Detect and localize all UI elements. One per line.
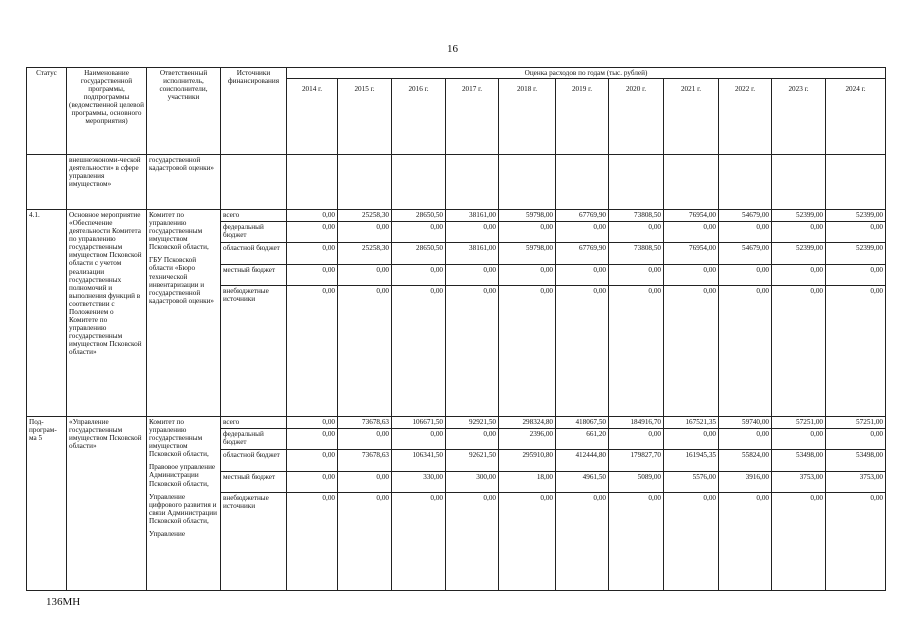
- value-cell: 28650,50: [392, 210, 446, 222]
- value-cell: 0,00: [499, 286, 556, 417]
- value-cell: 0,00: [392, 286, 446, 417]
- continuation-responsible: государственной кадастровой оценки»: [147, 155, 221, 210]
- value-cell: 412444,80: [556, 450, 609, 472]
- source-label: всего: [221, 210, 287, 222]
- value-cell: 52399,00: [772, 243, 826, 265]
- value-cell: 0,00: [392, 222, 446, 243]
- value-cell: 3916,00: [719, 472, 772, 493]
- value-cell: 25258,30: [338, 210, 392, 222]
- value-cell: 3753,00: [826, 472, 886, 493]
- header-status: Статус: [27, 68, 67, 155]
- value-cell: 295910,80: [499, 450, 556, 472]
- header-estimate: Оценка расходов по годам (тыс. рублей): [287, 68, 886, 79]
- value-cell: 92921,50: [446, 417, 499, 429]
- value-cell: 0,00: [392, 265, 446, 286]
- responsible-entry: ГБУ Псковской области «Бюро технической инвентаризации и государственной кадастровой оценки»: [149, 256, 215, 305]
- value-cell: 54679,00: [719, 243, 772, 265]
- value-cell: 0,00: [664, 265, 719, 286]
- source-label: внебюджетные источники: [221, 493, 287, 591]
- value-cell: 25258,30: [338, 243, 392, 265]
- value-cell: 0,00: [287, 286, 338, 417]
- value-cell: 0,00: [609, 429, 664, 450]
- value-cell: 0,00: [826, 265, 886, 286]
- value-cell: 0,00: [287, 243, 338, 265]
- value-cell: 0,00: [826, 493, 886, 591]
- value-cell: 330,00: [392, 472, 446, 493]
- source-label: федеральный бюджет: [221, 429, 287, 450]
- continuation-row: [27, 155, 886, 210]
- row-status: 4.1.: [27, 210, 67, 417]
- value-cell: 106671,50: [392, 417, 446, 429]
- header-year: 2017 г.: [446, 79, 499, 155]
- value-cell: 0,00: [446, 222, 499, 243]
- value-cell: 0,00: [287, 210, 338, 222]
- value-cell: 0,00: [664, 493, 719, 591]
- value-cell: 0,00: [338, 286, 392, 417]
- value-cell: 161945,35: [664, 450, 719, 472]
- value-cell: 179827,70: [609, 450, 664, 472]
- value-cell: 0,00: [719, 265, 772, 286]
- value-cell: 0,00: [609, 265, 664, 286]
- value-cell: 184916,70: [609, 417, 664, 429]
- value-cell: 28650,50: [392, 243, 446, 265]
- value-cell: 0,00: [499, 222, 556, 243]
- row-responsible: [147, 417, 221, 591]
- value-cell: 0,00: [719, 286, 772, 417]
- value-cell: 0,00: [826, 286, 886, 417]
- value-cell: 0,00: [446, 493, 499, 591]
- value-cell: 38161,00: [446, 210, 499, 222]
- row-name: Основное мероприятие «Обеспечение деятельности Комитета по управлению государственным имуществом Псковской области с учетом реализации государственных полномочий и выполнения функций в соответствии с Положением о Комитете по управлению государственным имуществом Псковской области»: [67, 210, 147, 417]
- value-cell: 0,00: [719, 429, 772, 450]
- value-cell: 0,00: [609, 493, 664, 591]
- source-label: внебюджетные источники: [221, 286, 287, 417]
- value-cell: 67769,90: [556, 243, 609, 265]
- value-cell: 0,00: [338, 265, 392, 286]
- row-responsible: [147, 210, 221, 417]
- value-cell: 0,00: [556, 265, 609, 286]
- value-cell: 57251,00: [772, 417, 826, 429]
- continuation-status: [27, 155, 67, 210]
- value-cell: 67769,90: [556, 210, 609, 222]
- value-cell: 52399,00: [826, 210, 886, 222]
- value-cell: 0,00: [287, 450, 338, 472]
- value-cell: 73808,50: [609, 243, 664, 265]
- value-cell: 0,00: [338, 222, 392, 243]
- value-cell: 0,00: [287, 493, 338, 591]
- value-cell: 0,00: [338, 493, 392, 591]
- value-cell: 0,00: [287, 472, 338, 493]
- continuation-source: [221, 155, 287, 210]
- table-row: [27, 210, 886, 222]
- value-cell: 0,00: [338, 429, 392, 450]
- table-row: [27, 417, 886, 429]
- row-name: «Управление государственным имуществом Псковской области»: [67, 417, 147, 591]
- source-label: федеральный бюджет: [221, 222, 287, 243]
- value-cell: 106341,50: [392, 450, 446, 472]
- value-cell: 0,00: [392, 493, 446, 591]
- value-cell: 0,00: [772, 429, 826, 450]
- value-cell: 0,00: [556, 286, 609, 417]
- value-cell: 0,00: [772, 493, 826, 591]
- responsible-entry: Комитет по управлению государственным имуществом Псковской области,: [149, 211, 209, 252]
- value-cell: 0,00: [772, 286, 826, 417]
- value-cell: 59798,00: [499, 210, 556, 222]
- value-cell: 0,00: [772, 222, 826, 243]
- value-cell: 73678,63: [338, 417, 392, 429]
- value-cell: 5576,00: [664, 472, 719, 493]
- header-year: 2018 г.: [499, 79, 556, 155]
- continuation-name: внешнеэкономи-ческой деятельности» в сфере управления имуществом»: [67, 155, 147, 210]
- value-cell: 55824,00: [719, 450, 772, 472]
- value-cell: 0,00: [287, 222, 338, 243]
- header-year: 2015 г.: [338, 79, 392, 155]
- value-cell: 76954,00: [664, 210, 719, 222]
- value-cell: 59740,00: [719, 417, 772, 429]
- value-cell: 0,00: [287, 429, 338, 450]
- value-cell: 0,00: [826, 429, 886, 450]
- source-label: местный бюджет: [221, 472, 287, 493]
- value-cell: 0,00: [609, 286, 664, 417]
- value-cell: 76954,00: [664, 243, 719, 265]
- value-cell: 298324,80: [499, 417, 556, 429]
- value-cell: 418067,50: [556, 417, 609, 429]
- value-cell: 57251,00: [826, 417, 886, 429]
- value-cell: 5089,00: [609, 472, 664, 493]
- header-year: 2020 г.: [609, 79, 664, 155]
- value-cell: 0,00: [609, 222, 664, 243]
- responsible-entry: Управление цифрового развития и связи Администрации Псковской области,: [149, 492, 217, 525]
- value-cell: 0,00: [392, 429, 446, 450]
- value-cell: 0,00: [446, 265, 499, 286]
- value-cell: 300,00: [446, 472, 499, 493]
- value-cell: 0,00: [499, 493, 556, 591]
- header-sources: Источники финансирования: [221, 68, 287, 155]
- value-cell: 73808,50: [609, 210, 664, 222]
- responsible-entry: Управление: [149, 529, 186, 538]
- value-cell: 2396,00: [499, 429, 556, 450]
- value-cell: 0,00: [446, 286, 499, 417]
- value-cell: 0,00: [664, 222, 719, 243]
- source-label: всего: [221, 417, 287, 429]
- budget-table: [26, 67, 886, 591]
- value-cell: 0,00: [287, 265, 338, 286]
- value-cell: 0,00: [664, 429, 719, 450]
- header-year: 2021 г.: [664, 79, 719, 155]
- value-cell: 92621,50: [446, 450, 499, 472]
- value-cell: 0,00: [719, 222, 772, 243]
- responsible-entry: Правовое управление Администрации Псковской области,: [149, 463, 216, 488]
- value-cell: 53498,00: [826, 450, 886, 472]
- value-cell: 73678,63: [338, 450, 392, 472]
- value-cell: 38161,00: [446, 243, 499, 265]
- value-cell: 0,00: [556, 493, 609, 591]
- header-year: 2016 г.: [392, 79, 446, 155]
- value-cell: 0,00: [287, 417, 338, 429]
- header-row-1: [27, 68, 886, 79]
- row-status: Под-програм-ма 5: [27, 417, 67, 591]
- value-cell: 4961,50: [556, 472, 609, 493]
- value-cell: 661,20: [556, 429, 609, 450]
- header-responsible: Ответственный исполнитель, соисполнители, участники: [147, 68, 221, 155]
- page-number: 16: [447, 43, 458, 55]
- value-cell: 53498,00: [772, 450, 826, 472]
- value-cell: 3753,00: [772, 472, 826, 493]
- footer-code: 136МН: [46, 596, 81, 608]
- value-cell: 0,00: [556, 222, 609, 243]
- value-cell: 0,00: [719, 493, 772, 591]
- value-cell: 0,00: [772, 265, 826, 286]
- value-cell: 0,00: [826, 222, 886, 243]
- value-cell: 52399,00: [772, 210, 826, 222]
- value-cell: 52399,00: [826, 243, 886, 265]
- header-year: 2019 г.: [556, 79, 609, 155]
- header-year: 2022 г.: [719, 79, 772, 155]
- header-year: 2014 г.: [287, 79, 338, 155]
- value-cell: 0,00: [664, 286, 719, 417]
- value-cell: 0,00: [499, 265, 556, 286]
- value-cell: 0,00: [446, 429, 499, 450]
- value-cell: 54679,00: [719, 210, 772, 222]
- value-cell: 0,00: [338, 472, 392, 493]
- header-name: Наименование государственной программы, подпрограммы (ведомственной целевой программы, основного мероприятия): [67, 68, 147, 155]
- value-cell: 59798,00: [499, 243, 556, 265]
- responsible-entry: Комитет по управлению государственным имуществом Псковской области,: [149, 418, 209, 459]
- source-label: местный бюджет: [221, 265, 287, 286]
- source-label: областной бюджет: [221, 243, 287, 265]
- source-label: областной бюджет: [221, 450, 287, 472]
- header-year: 2023 г.: [772, 79, 826, 155]
- value-cell: 167521,35: [664, 417, 719, 429]
- value-cell: 18,00: [499, 472, 556, 493]
- header-year: 2024 г.: [826, 79, 886, 155]
